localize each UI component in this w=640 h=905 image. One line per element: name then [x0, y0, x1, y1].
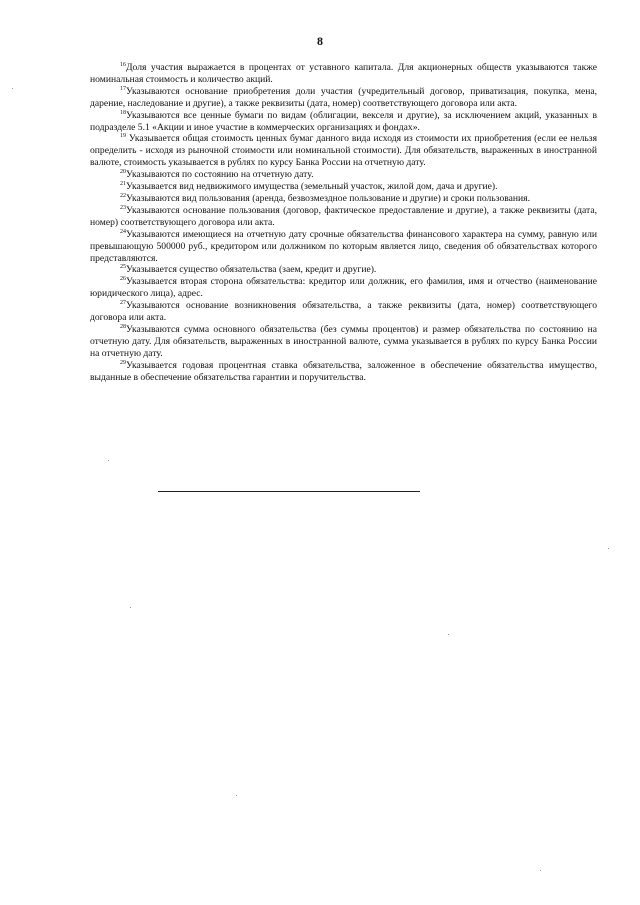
footnote-18 — [90, 110, 597, 134]
footnote-29 — [90, 360, 597, 384]
footnote-text: Указывается существо обязательства (заем, кредит и другие). — [126, 264, 377, 276]
footnote-mark: 28 — [120, 323, 126, 330]
scan-speck — [540, 870, 541, 871]
scan-speck — [608, 548, 609, 549]
footnote-26 — [90, 276, 597, 300]
footnote-19 — [90, 133, 597, 169]
footnote-25 — [90, 264, 597, 276]
footnote-mark: 22 — [120, 192, 126, 199]
footnote-20 — [90, 169, 597, 181]
footnote-mark: 16 — [120, 62, 126, 68]
footnote-text: Указываются имеющиеся на отчетную дату срочные обязательства финансового характера на сумму, равную или превышающую 500000 руб., кредитором или должником по которым является лицо, сведения об обязательствах которого представляются. — [90, 228, 597, 264]
scan-speck — [130, 607, 131, 608]
footnote-mark: 26 — [120, 276, 126, 283]
footnote-16 — [90, 62, 597, 86]
footnote-text: Указываются основание приобретения доли участия (учредительный договор, приватизация, покупка, мена, дарение, наследование и другие), а также реквизиты (дата, номер) соответствующего договора или акта. — [90, 85, 597, 109]
footnote-23 — [90, 205, 597, 229]
footnote-mark: 21 — [120, 181, 126, 188]
footnote-text: Указываются все ценные бумаги по видам (облигации, векселя и другие), за исключением акций, указанных в подразделе 5.1 «Акции и иное участие в коммерческих организациях и фондах». — [90, 109, 597, 133]
footnote-text: Указываются основание возникновения обязательства, а также реквизиты (дата, номер) соответствующего договора или акта. — [90, 300, 597, 324]
footnote-mark: 27 — [120, 300, 126, 307]
footnote-text: Указывается вторая сторона обязательства: кредитор или должник, его фамилия, имя и отчество (наименование юридического лица), адрес. — [90, 276, 597, 300]
footnote-mark: 29 — [120, 359, 126, 366]
scan-speck — [448, 634, 449, 635]
footnote-mark: 19 — [120, 133, 126, 140]
footnote-text: Указываются сумма основного обязательства (без суммы процентов) и размер обязательства по состоянию на отчетную дату. Для обязательств, выраженных в иностранной валюте, сумма указывается в рублях по курсу Банка России на отчетную дату. — [90, 323, 597, 359]
footnote-24 — [90, 229, 597, 265]
footnote-text: Указывается годовая процентная ставка обязательства, заложенное в обеспечение обязательства имущество, выданные в обеспечение обязательства гарантии и поручительства. — [90, 359, 597, 383]
footnote-text: Указываются основание пользования (договор, фактическое предоставление и другие), а также реквизиты (дата, номер) соответствующего договора или акта. — [90, 204, 597, 228]
footnote-text: Указываются по состоянию на отчетную дату. — [126, 169, 314, 181]
footnote-21 — [90, 181, 597, 193]
footnote-17 — [90, 86, 597, 110]
footnote-mark: 23 — [120, 204, 126, 211]
scan-speck — [12, 88, 13, 89]
footnote-text: Доля участия выражается в процентах от уставного капитала. Для акционерных обществ указываются также номинальная стоимость и количество акций. — [90, 62, 597, 85]
footnote-mark: 25 — [120, 264, 126, 271]
footnote-text: Указывается общая стоимость ценных бумаг данного вида исходя из стоимости их приобретения (если ее нельзя определить - исходя из рыночной стоимости или номинальной стоимости). Для обязательств, выраженных в иностранной валюте, стоимость указывается в рублях по курсу Банка России на отчетную дату. — [90, 133, 597, 169]
footnote-22 — [90, 193, 597, 205]
scan-speck — [236, 795, 237, 796]
footnote-27 — [90, 300, 597, 324]
footnotes-list — [90, 62, 597, 383]
footnote-mark: 20 — [120, 169, 126, 176]
end-divider-line — [158, 491, 420, 492]
footnote-mark: 17 — [120, 85, 126, 92]
footnote-text: Указывается вид недвижимого имущества (земельный участок, жилой дом, дача и другие). — [126, 181, 498, 193]
footnote-mark: 18 — [120, 109, 126, 116]
footnote-28 — [90, 324, 597, 360]
scan-speck — [108, 460, 109, 461]
footnote-mark: 24 — [120, 228, 126, 235]
footnote-text: Указываются вид пользования (аренда, безвозмездное пользование и другие) и сроки пользования. — [126, 192, 530, 204]
page-number: 8 — [317, 34, 323, 48]
